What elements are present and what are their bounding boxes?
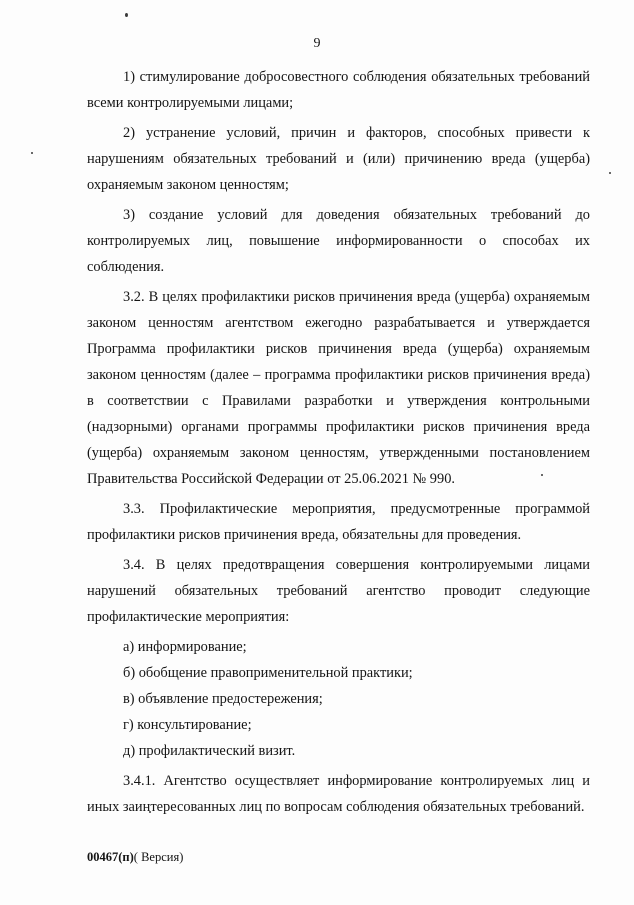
document-code: 00467(п) bbox=[87, 850, 134, 864]
list-item-v: в) объявление предостережения; bbox=[123, 691, 323, 707]
list-item-g: г) консультирование; bbox=[123, 717, 252, 733]
page-number: 9 bbox=[313, 36, 321, 51]
document-body bbox=[87, 64, 590, 824]
document-footer bbox=[87, 849, 183, 865]
paragraph-item-1: 1) стимулирование добросовестного соблюдения обязательных требований всеми контролируемыми лицами; bbox=[87, 69, 590, 111]
list-item-d: д) профилактический визит. bbox=[123, 743, 296, 759]
paragraph-item-3: 3) создание условий для доведения обязательных требований до контролируемых лиц, повышение информированности о способах их соблюдения. bbox=[87, 207, 590, 275]
scan-speck bbox=[31, 152, 33, 154]
scan-speck bbox=[609, 172, 611, 174]
scan-speck bbox=[125, 13, 128, 17]
paragraph-3-4-1: 3.4.1. Агентство осуществляет информирование контролируемых лиц и иных заинтересованных лиц по вопросам соблюдения обязательных требований. bbox=[87, 773, 590, 815]
paragraph-3-2: 3.2. В целях профилактики рисков причинения вреда (ущерба) охраняемым законом ценностям агентством ежегодно разрабатывается и утверждается Программа профилактики рисков причинения вреда (ущерба) охраняемым законом ценностям (далее – программа профилактики рисков причинения вреда) в соответствии с Правилами разработки и утверждения контрольными (надзорными) органами программы профилактики рисков причинения вреда (ущерба) охраняемым законом ценностям, утвержденными постановлением Правительства Российской Федерации от 25.06.2021 № 990. bbox=[87, 289, 590, 487]
paragraph-3-4: 3.4. В целях предотвращения совершения контролируемыми лицами нарушений обязательных требований агентство проводит следующие профилактические мероприятия: bbox=[87, 557, 590, 625]
paragraph-3-3: 3.3. Профилактические мероприятия, предусмотренные программой профилактики рисков причинения вреда, обязательны для проведения. bbox=[87, 501, 590, 543]
list-item-b: б) обобщение правоприменительной практики; bbox=[123, 665, 413, 681]
document-version: ( Версия) bbox=[133, 850, 184, 864]
paragraph-item-2: 2) устранение условий, причин и факторов, способных привести к нарушениям обязательных требований и (или) причинению вреда (ущерба) охраняемым законом ценностям; bbox=[87, 125, 590, 193]
list-item-a: а) информирование; bbox=[123, 639, 247, 655]
